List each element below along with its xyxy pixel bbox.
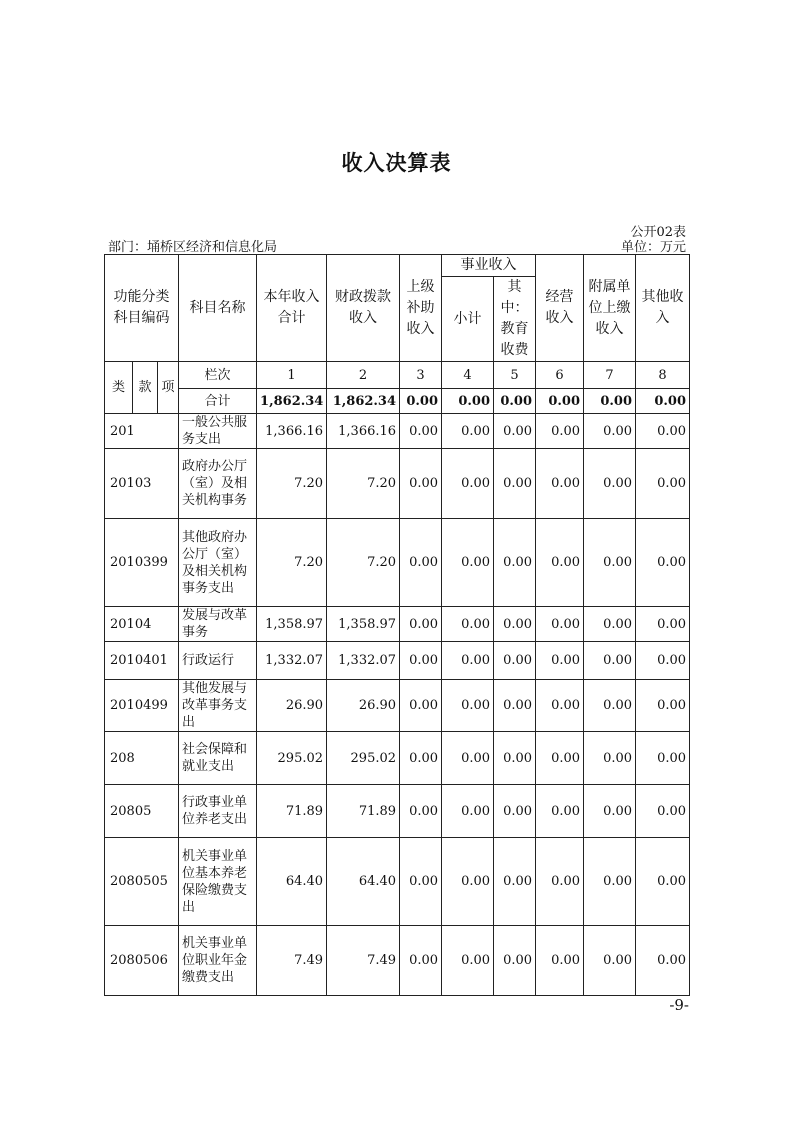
row-value: 0.00 xyxy=(536,785,584,838)
total-value: 0.00 xyxy=(636,389,690,414)
header-func-code: 功能分类科目编码 xyxy=(105,255,179,362)
row-code: 20104 xyxy=(105,607,179,642)
row-name: 其他政府办公厅（室）及相关机构事务支出 xyxy=(179,519,257,607)
row-value: 0.00 xyxy=(584,732,636,785)
row-code: 208 xyxy=(105,732,179,785)
row-value: 0.00 xyxy=(584,785,636,838)
header-subject-name: 科目名称 xyxy=(179,255,257,362)
col-number: 7 xyxy=(584,362,636,389)
table-row xyxy=(105,838,690,926)
row-value: 0.00 xyxy=(584,642,636,680)
row-value: 0.00 xyxy=(636,732,690,785)
row-value: 0.00 xyxy=(536,449,584,519)
header-subtotal: 小计 xyxy=(442,277,494,362)
row-code: 2080506 xyxy=(105,926,179,996)
table-row xyxy=(105,680,690,732)
row-name: 机关事业单位职业年金缴费支出 xyxy=(179,926,257,996)
row-value: 0.00 xyxy=(400,449,442,519)
col-number: 1 xyxy=(257,362,327,389)
table-row xyxy=(105,642,690,680)
department-label: 部门：埇桥区经济和信息化局 xyxy=(108,240,278,255)
row-name: 机关事业单位基本养老保险缴费支出 xyxy=(179,838,257,926)
row-value: 0.00 xyxy=(494,838,536,926)
row-name: 政府办公厅（室）及相关机构事务 xyxy=(179,449,257,519)
row-value: 0.00 xyxy=(494,642,536,680)
total-value: 0.00 xyxy=(536,389,584,414)
table-row xyxy=(105,607,690,642)
row-value: 0.00 xyxy=(494,785,536,838)
header-other: 其他收入 xyxy=(636,255,690,362)
row-value: 7.49 xyxy=(257,926,327,996)
total-value: 0.00 xyxy=(584,389,636,414)
row-value: 7.20 xyxy=(257,519,327,607)
table-row xyxy=(105,519,690,607)
col-number: 3 xyxy=(400,362,442,389)
total-value: 1,862.34 xyxy=(327,389,400,414)
row-value: 0.00 xyxy=(636,680,690,732)
col-number: 4 xyxy=(442,362,494,389)
row-value: 64.40 xyxy=(327,838,400,926)
row-value: 0.00 xyxy=(636,838,690,926)
row-value: 0.00 xyxy=(636,642,690,680)
row-value: 0.00 xyxy=(400,607,442,642)
row-value: 0.00 xyxy=(536,519,584,607)
table-row xyxy=(105,732,690,785)
row-value: 0.00 xyxy=(442,926,494,996)
row-value: 0.00 xyxy=(636,414,690,449)
table-row xyxy=(105,414,690,449)
total-value: 0.00 xyxy=(494,389,536,414)
row-value: 295.02 xyxy=(257,732,327,785)
row-value: 0.00 xyxy=(400,414,442,449)
row-value: 0.00 xyxy=(536,838,584,926)
col-number: 8 xyxy=(636,362,690,389)
row-value: 0.00 xyxy=(536,680,584,732)
row-value: 0.00 xyxy=(636,607,690,642)
row-value: 1,358.97 xyxy=(257,607,327,642)
row-name: 其他发展与改革事务支出 xyxy=(179,680,257,732)
row-value: 1,366.16 xyxy=(327,414,400,449)
page-number: -9- xyxy=(669,996,689,1014)
row-value: 0.00 xyxy=(636,785,690,838)
row-name: 行政运行 xyxy=(179,642,257,680)
table-row xyxy=(105,785,690,838)
row-value: 71.89 xyxy=(327,785,400,838)
header-total: 本年收入合计 xyxy=(257,255,327,362)
row-value: 0.00 xyxy=(442,449,494,519)
header-lei: 类 xyxy=(105,362,133,414)
row-value: 0.00 xyxy=(494,680,536,732)
col-number: 6 xyxy=(536,362,584,389)
row-value: 1,332.07 xyxy=(327,642,400,680)
total-label: 合计 xyxy=(179,389,257,414)
total-row xyxy=(105,389,690,414)
row-value: 0.00 xyxy=(584,680,636,732)
row-value: 0.00 xyxy=(400,732,442,785)
row-value: 7.20 xyxy=(257,449,327,519)
row-code: 20805 xyxy=(105,785,179,838)
total-value: 0.00 xyxy=(442,389,494,414)
row-value: 0.00 xyxy=(584,926,636,996)
row-value: 7.20 xyxy=(327,519,400,607)
row-value: 0.00 xyxy=(636,449,690,519)
row-value: 0.00 xyxy=(400,642,442,680)
row-value: 1,332.07 xyxy=(257,642,327,680)
row-value: 0.00 xyxy=(442,732,494,785)
row-value: 0.00 xyxy=(442,519,494,607)
unit-label: 单位：万元 xyxy=(620,240,686,255)
row-value: 295.02 xyxy=(327,732,400,785)
row-value: 26.90 xyxy=(327,680,400,732)
row-value: 0.00 xyxy=(442,642,494,680)
row-name: 发展与改革事务 xyxy=(179,607,257,642)
row-value: 0.00 xyxy=(442,607,494,642)
row-value: 0.00 xyxy=(584,449,636,519)
row-code: 2010399 xyxy=(105,519,179,607)
row-name: 一般公共服务支出 xyxy=(179,414,257,449)
row-value: 0.00 xyxy=(584,414,636,449)
table-row xyxy=(105,449,690,519)
header-affiliated: 附属单位上缴收入 xyxy=(584,255,636,362)
row-code: 201 xyxy=(105,414,179,449)
row-value: 0.00 xyxy=(536,414,584,449)
income-table xyxy=(104,254,690,996)
row-value: 1,366.16 xyxy=(257,414,327,449)
row-value: 0.00 xyxy=(584,838,636,926)
row-value: 0.00 xyxy=(536,607,584,642)
col-number: 2 xyxy=(327,362,400,389)
row-value: 0.00 xyxy=(442,414,494,449)
row-value: 7.20 xyxy=(327,449,400,519)
row-value: 0.00 xyxy=(636,519,690,607)
header-upper: 上级补助收入 xyxy=(400,255,442,362)
row-value: 0.00 xyxy=(494,926,536,996)
row-value: 0.00 xyxy=(400,838,442,926)
header-xiang: 项 xyxy=(158,362,179,414)
column-no-label: 栏次 xyxy=(179,362,257,389)
row-value: 0.00 xyxy=(442,680,494,732)
row-value: 0.00 xyxy=(494,519,536,607)
row-value: 1,358.97 xyxy=(327,607,400,642)
row-name: 行政事业单位养老支出 xyxy=(179,785,257,838)
total-value: 1,862.34 xyxy=(257,389,327,414)
total-value: 0.00 xyxy=(400,389,442,414)
row-value: 0.00 xyxy=(400,680,442,732)
row-value: 0.00 xyxy=(584,607,636,642)
row-name: 社会保障和就业支出 xyxy=(179,732,257,785)
header-fiscal: 财政拨款收入 xyxy=(327,255,400,362)
row-value: 0.00 xyxy=(536,642,584,680)
row-code: 20103 xyxy=(105,449,179,519)
row-value: 0.00 xyxy=(400,926,442,996)
header-education: 其中：教育收费 xyxy=(494,277,536,362)
row-value: 0.00 xyxy=(536,732,584,785)
header-operating: 经营收入 xyxy=(536,255,584,362)
row-code: 2080505 xyxy=(105,838,179,926)
row-value: 0.00 xyxy=(400,785,442,838)
row-value: 0.00 xyxy=(584,519,636,607)
row-value: 0.00 xyxy=(442,785,494,838)
header-kuan: 款 xyxy=(133,362,158,414)
page-title: 收入决算表 xyxy=(341,150,452,175)
table-code: 公开02表 xyxy=(630,225,686,240)
row-value: 26.90 xyxy=(257,680,327,732)
row-value: 0.00 xyxy=(442,838,494,926)
row-code: 2010401 xyxy=(105,642,179,680)
row-value: 0.00 xyxy=(494,449,536,519)
row-value: 71.89 xyxy=(257,785,327,838)
row-value: 0.00 xyxy=(636,926,690,996)
row-value: 0.00 xyxy=(494,732,536,785)
row-code: 2010499 xyxy=(105,680,179,732)
row-value: 0.00 xyxy=(400,519,442,607)
row-value: 0.00 xyxy=(494,414,536,449)
header-business: 事业收入 xyxy=(442,255,536,277)
table-row xyxy=(105,926,690,996)
row-value: 7.49 xyxy=(327,926,400,996)
row-value: 0.00 xyxy=(494,607,536,642)
col-number: 5 xyxy=(494,362,536,389)
row-value: 0.00 xyxy=(536,926,584,996)
row-value: 64.40 xyxy=(257,838,327,926)
